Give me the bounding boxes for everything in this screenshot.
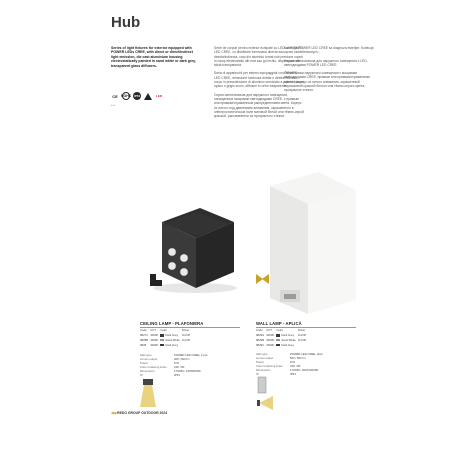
- spec-value: 8 W: [174, 361, 179, 365]
- table-cell: 9829B: [256, 337, 265, 342]
- paragraph: Светильники наружного освещения с мощными светодиодами CREE, прямым или прямым/отраженным светом, корпус из литого алюминия, окрашенный порошковой краской белого или тёмно-серого цвета, прозрачное стекло.: [284, 71, 370, 93]
- color-label: Sand White: [165, 337, 180, 342]
- color-label: Sand White: [281, 337, 296, 342]
- table-cell: 9829C: [256, 342, 265, 347]
- spec-key: Color rendering index: [256, 364, 283, 368]
- ceiling-beam-diagram: [140, 379, 156, 407]
- spec-table-ceiling: [140, 328, 192, 347]
- table-cell: [160, 342, 181, 347]
- table-cell: 3000K: [266, 337, 275, 342]
- spec-list-ceiling: [140, 353, 208, 377]
- spec-key: Power: [256, 360, 264, 364]
- paragraph: Serie de corpuri pentru exterior echipate cu LED-uri POWER LED CREE, cu distributie luminoasa directa sau directa/indirecta, corp din aluminiu turnat sub presiune vopsit in camp electrostatic alb mat sau gri inchis, dispersoare din sticla transparenta.: [214, 46, 303, 68]
- spec-key: Color rendering index: [140, 365, 167, 369]
- certification-row-secondary: [111, 104, 115, 107]
- spec-key: Lumen output: [256, 356, 274, 360]
- table-cell: [160, 338, 181, 343]
- spec-list-wall: [256, 352, 323, 376]
- table-cell: CCT: [266, 328, 272, 333]
- paragraph: Seria di apparecchi per esterni equipaggiati con POWER LED CREE, emissione luminosa diretta o diretta/indiretta, corpo in pressofusione di alluminio verniciato a polveri bianco opaco o grigio scuro, diffusori in vetro trasparente.: [214, 71, 304, 89]
- table-row: [140, 342, 192, 347]
- spec-value: 170X80 / 200X100X80: [290, 368, 319, 372]
- table-cell: 3000K: [150, 342, 159, 347]
- spec-key: Lumen output: [140, 357, 158, 361]
- ceiling-icon: [150, 274, 162, 286]
- spec-value: 170X80 / 165X80X80: [174, 369, 201, 373]
- table-cell: 9828B: [140, 337, 149, 342]
- paragraph: Серия светильников для наружного освещения с LED-светодиодами POWER LED CREE.: [284, 58, 368, 67]
- table-cell: On/Off: [181, 337, 190, 342]
- table-cell: On/Off: [181, 333, 190, 338]
- table-cell: CCT: [150, 328, 156, 333]
- certification-icons: [111, 92, 163, 100]
- table-cell: [182, 342, 192, 347]
- table-cell: [276, 342, 297, 347]
- table-cell: Driver: [181, 328, 190, 333]
- arrow-icon: ◀◀: [111, 411, 118, 415]
- led-icon: LED: [156, 94, 162, 98]
- table-cell: On/Off: [297, 333, 306, 338]
- table-cell: [298, 342, 308, 347]
- spec-value: CRI >80: [290, 364, 301, 368]
- spec-table-wall: [256, 328, 308, 347]
- spec-value: POWER LED CREE, 4 pcs: [174, 353, 208, 357]
- spec-key: Power: [140, 361, 148, 365]
- color-swatch: [160, 334, 164, 337]
- table-row: [140, 333, 192, 338]
- ce-mark-icon: CE: [112, 93, 118, 99]
- paragraph: Kolekcija POWER LED CREE sa diagnoza esterijer. Kolekcja opraw oswietleniowych...: [284, 46, 374, 55]
- table-cell: 9828: [140, 342, 147, 347]
- table-cell: On/Off: [297, 337, 306, 342]
- spec-value: POWER LED CREE, 3pcs: [290, 352, 323, 356]
- ip-rating-icon: IP54: [133, 94, 141, 98]
- spec-value: 8 W: [290, 360, 295, 364]
- wall-icon: [262, 274, 269, 284]
- table-cell: 3000K: [266, 342, 275, 347]
- spec-value: 500 / 500 lm: [290, 356, 306, 360]
- color-swatch: [160, 339, 164, 342]
- table-cell: Driver: [297, 328, 306, 333]
- spec-value: IP54: [174, 373, 180, 377]
- spec-key: LED type: [256, 352, 268, 356]
- table-cell: 9829A: [256, 333, 265, 338]
- table-row: [256, 333, 308, 338]
- color-label: Dark Grey: [281, 333, 295, 338]
- spec-key: LED type: [140, 353, 152, 357]
- spec-key: Dimensions: [140, 369, 155, 373]
- spec-value: IP54: [290, 372, 296, 376]
- table-cell: Color: [160, 328, 168, 333]
- wall-beam-diagram: [257, 396, 273, 410]
- table-cell: Code: [140, 328, 147, 333]
- page-title: Hub: [111, 14, 141, 31]
- table-cell: [276, 338, 297, 343]
- table-cell: 3000K: [266, 333, 275, 338]
- section-title-ceiling: CEILING LAMP - PLAFONIERA: [140, 321, 240, 328]
- color-swatch: [276, 344, 280, 347]
- wall-dimension-diagram: [256, 376, 268, 394]
- cert-caption: ▪ ▪ ▪: [111, 104, 116, 107]
- spec-value: 325 / 600 lm: [174, 357, 190, 361]
- paragraph: Series of light fixtures for exterior equipped with POWER LEDs CREE, with direct or direct/indirect light emission, die cast aluminium housing electrostatically painted in sand white or dark grey, transparent glass diffusers.: [111, 46, 196, 68]
- spec-row: [140, 373, 208, 377]
- table-cell: 3000K: [150, 333, 159, 338]
- wall-lamp-image: [260, 168, 360, 318]
- page-footer: [111, 411, 167, 415]
- table-row: [140, 338, 192, 343]
- table-cell: Code: [256, 328, 263, 333]
- paragraph: Серия светильников для наружного освещения, оснащенных мощными светодиодами CREE, с прямым или прямым/отраженным распределением света. Корпус из литого под давлением алюминия, окрашенного в электростатическом поле матовой белой или тёмно-серой краской, рассеиватели из прозрачного стекла.: [214, 92, 304, 119]
- footer-text: REDO GROUP OUTDOOR 2024: [117, 411, 168, 415]
- warning-icon: [144, 93, 152, 100]
- color-swatch: [276, 334, 280, 337]
- spec-key: IP: [256, 372, 259, 376]
- color-swatch: [160, 344, 164, 347]
- spec-value: CRI >80: [174, 365, 185, 369]
- color-label: Dark Grey: [165, 342, 179, 347]
- table-row: [256, 342, 308, 347]
- spec-key: Dimensions: [256, 368, 271, 372]
- color-label: Dark Grey: [281, 342, 295, 347]
- spec-key: IP: [140, 373, 143, 377]
- table-cell: 3000K: [150, 337, 159, 342]
- section-title-wall: WALL LAMP - APLICĂ: [256, 321, 356, 328]
- color-swatch: [276, 339, 280, 342]
- table-cell: Color: [276, 328, 284, 333]
- rohs-icon: ROHS: [120, 94, 132, 98]
- description-en: [111, 46, 201, 72]
- table-cell: 9827C: [140, 333, 149, 338]
- description-ru: [284, 46, 374, 97]
- color-label: Dark Grey: [165, 333, 179, 338]
- table-row: [256, 338, 308, 343]
- ceiling-lamp-image: [150, 200, 240, 295]
